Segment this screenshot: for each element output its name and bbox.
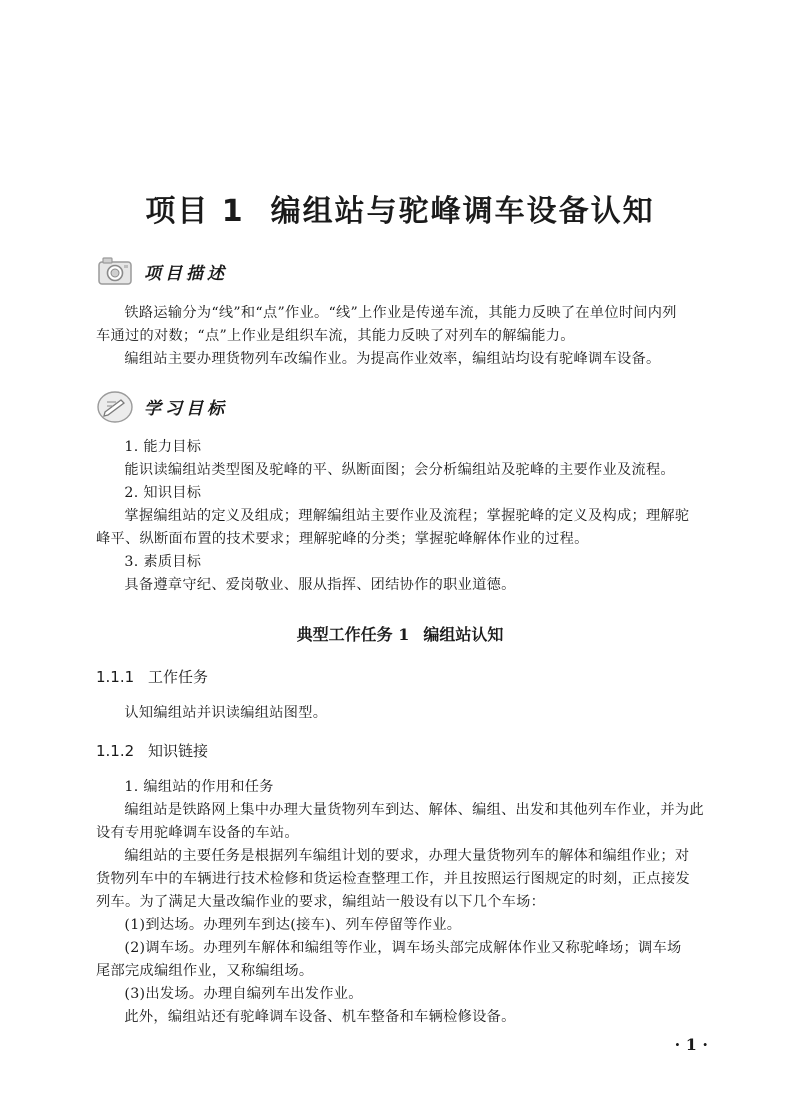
section-objectives-heading xyxy=(96,386,228,426)
yard-item-3: (3)出发场。办理自编列车出发作业。 xyxy=(124,986,363,1002)
knowledge-item-title: 1. 编组站的作用和任务 xyxy=(124,779,274,795)
knowledge-objective-text: 掌握编组站的定义及组成；理解编组站主要作业及流程；掌握驼峰的定义及构成；理解驼 峰平、纵断面布置的技术要求；理解驼峰的分类；掌握驼峰解体作业的过程。 xyxy=(96,508,690,547)
subsection-1-1-1-heading xyxy=(96,666,208,687)
knowledge-objective-title: 2. 知识目标 xyxy=(124,485,202,501)
task-name: 编组站认知 xyxy=(423,625,504,644)
camera-icon xyxy=(96,253,134,289)
subsection-title: 工作任务 xyxy=(148,668,209,686)
page-number: · 1 · xyxy=(674,1035,708,1054)
chapter-prefix: 项目 1 xyxy=(145,194,245,229)
pencil-notebook-icon xyxy=(96,388,134,424)
task-title xyxy=(0,622,800,645)
yard-item-1: (1)到达场。办理列车到达(接车)、列车停留等作业。 xyxy=(124,917,462,933)
subsection-number: 1.1.2 xyxy=(96,742,135,760)
knowledge-paragraph-3: 此外，编组站还有驼峰调车设备、机车整备和车辆检修设备。 xyxy=(124,1009,516,1025)
subsection-1-1-1-text: 认知编组站并识读编组站图型。 xyxy=(124,705,328,721)
chapter-title xyxy=(0,186,800,230)
section-description-heading xyxy=(96,251,228,291)
quality-objective-text: 具备遵章守纪、爱岗敬业、服从指挥、团结协作的职业道德。 xyxy=(124,577,516,593)
knowledge-paragraph-2: 编组站的主要任务是根据列车编组计划的要求，办理大量货物列车的解体和编组作业；对 货物列车中的车辆进行技术检修和货运检查整理工作，并且按照运行图规定的时刻，正点接发 列车。为了满足大量改编作业的要求，编组站一般设有以下几个车场： xyxy=(96,848,690,910)
subsection-title: 知识链接 xyxy=(148,742,209,760)
section-description-label: 项目描述 xyxy=(144,263,228,284)
section-objectives-label: 学习目标 xyxy=(144,398,228,419)
subsection-1-1-2-heading xyxy=(96,740,208,761)
yard-item-2: (2)调车场。办理列车解体和编组等作业，调车场头部完成解体作业又称驼峰场；调车场 尾部完成编组作业，又称编组场。 xyxy=(96,940,682,979)
chapter-name: 编组站与驼峰调车设备认知 xyxy=(270,194,655,229)
subsection-number: 1.1.1 xyxy=(96,668,135,686)
ability-objective-title: 1. 能力目标 xyxy=(124,439,202,455)
description-paragraph-2: 编组站主要办理货物列车改编作业。为提高作业效率，编组站均设有驼峰调车设备。 xyxy=(124,351,661,367)
description-paragraph-1: 铁路运输分为“线”和“点”作业。“线”上作业是传递车流，其能力反映了在单位时间内列 车通过的对数；“点”上作业是组织车流，其能力反映了对列车的解编能力。 xyxy=(96,305,677,344)
task-prefix: 典型工作任务 1 xyxy=(296,625,410,644)
ability-objective-text: 能识读编组站类型图及驼峰的平、纵断面图；会分析编组站及驼峰的主要作业及流程。 xyxy=(124,462,675,478)
quality-objective-title: 3. 素质目标 xyxy=(124,554,202,570)
knowledge-paragraph-1: 编组站是铁路网上集中办理大量货物列车到达、解体、编组、出发和其他列车作业，并为此 设有专用驼峰调车设备的车站。 xyxy=(96,802,704,841)
